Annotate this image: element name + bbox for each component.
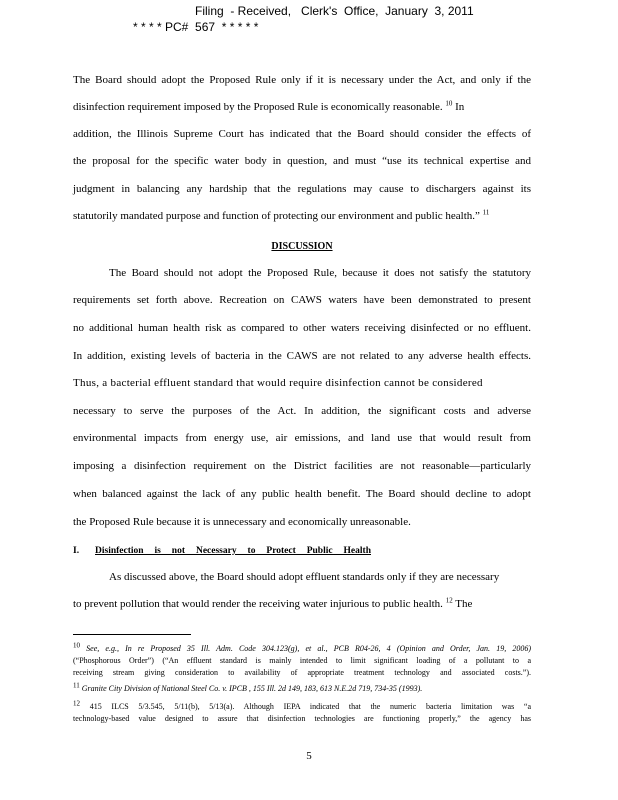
footnote-ref: 11 [482, 208, 490, 217]
paragraph-line: necessary to serve the purposes of the Act. In addition, the significant costs and adverse [73, 405, 531, 417]
paragraph-line: Thus, a bacterial effluent standard that would require disinfection cannot be considered [73, 377, 483, 389]
paragraph-line: no additional human health risk as compared to other waters receiving disinfected or no effluent. [73, 322, 531, 334]
footnote-line: receiving stream giving consideration to availability of appropriate treatment technology and associated costs.”). [73, 668, 531, 677]
paragraph-line: The Board should not adopt the Proposed Rule, because it does not satisfy the statutory [109, 267, 531, 279]
footnote-ref: 12 [445, 596, 453, 605]
pc-number-header: * * * * PC# 567 * * * * * [133, 20, 259, 34]
footnote-line: (“Phosphorous Order”) (“An effluent standard is mainly intended to limit significant loading of a pollutant to a [73, 656, 531, 665]
paragraph-line: requirements set forth above. Recreation on CAWS waters have been demonstrated to present [73, 294, 531, 306]
paragraph-line: environmental impacts from energy use, air emissions, and land use that would result from [73, 432, 531, 444]
footnote-divider [73, 634, 191, 635]
footnote-line: 11 Granite City Division of National Steel Co. v. IPCB , 155 Ill. 2d 149, 183, 613 N.E.2d 719, 734-35 (1993). [73, 681, 423, 693]
footnote-line: technology-based value designed to assure that disinfection technologies are functioning properly,” the agency has [73, 714, 531, 723]
paragraph-line: the proposal for the specific water body in question, and must “use its technical expertise and [73, 155, 531, 167]
page-number: 5 [306, 750, 312, 762]
section-title: Disinfection is not Necessary to Protect Public Health [95, 546, 371, 556]
filing-header: Filing - Received, Clerk's Office, January 3, 2011 [195, 4, 474, 18]
paragraph-line: addition, the Illinois Supreme Court has indicated that the Board should consider the effects of [73, 128, 531, 140]
discussion-heading: DISCUSSION [271, 241, 333, 252]
footnote-line: 10 See, e.g., In re Proposed 35 Ill. Adm. Code 304.123(g), et al., PCB R04-26, 4 (Opinion and Order, Jan. 19, 2006) [73, 641, 532, 653]
footnote-ref: 10 [445, 99, 453, 108]
paragraph-line: judgment in balancing any hardship that the regulations may cause to dischargers against its [73, 183, 531, 195]
paragraph-line: the Proposed Rule because it is unnecessary and economically unreasonable. [73, 516, 411, 528]
paragraph-line: when balanced against the lack of any public health benefit. The Board should decline to adopt [73, 488, 531, 500]
paragraph-line: The Board should adopt the Proposed Rule only if it is necessary under the Act, and only if the [73, 74, 531, 86]
paragraph-line: As discussed above, the Board should adopt effluent standards only if they are necessary [109, 571, 500, 583]
footnote-line: 12 415 ILCS 5/3.545, 5/11(b), 5/13(a). Although IEPA indicated that the numeric bacteria limitation was “a [73, 699, 532, 711]
paragraph-line: statutorily mandated purpose and function of protecting our environment and public health.” $^{11}$ [73, 208, 490, 222]
paragraph-line: imposing a disinfection requirement on the District facilities are not reasonable—particularly [73, 460, 531, 472]
paragraph-line: disinfection requirement imposed by the Proposed Rule is economically reasonable. $^{10}$ In [73, 99, 465, 113]
paragraph-line: In addition, existing levels of bacteria in the CAWS are not related to any adverse health effects. [73, 350, 531, 362]
paragraph-line: to prevent pollution that would render the receiving water injurious to public health. $^{12}$ The [73, 596, 473, 610]
section-number: I. [73, 546, 80, 556]
